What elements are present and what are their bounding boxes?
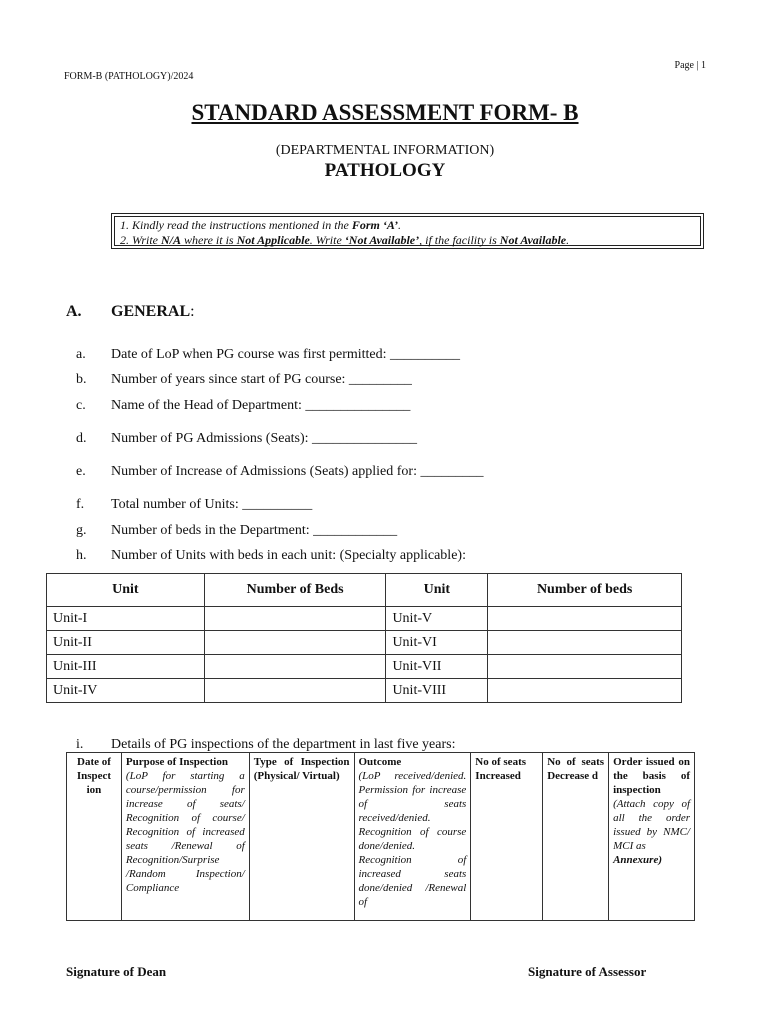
table-cell[interactable] <box>204 607 386 631</box>
table-cell: Unit-V <box>386 607 488 631</box>
table-cell: Unit-II <box>47 631 205 655</box>
table-cell[interactable] <box>488 607 682 631</box>
table-cell[interactable] <box>488 655 682 679</box>
signature-assessor: Signature of Assessor <box>528 964 647 979</box>
section-title: GENERAL: <box>111 303 195 320</box>
table-row <box>47 655 682 679</box>
column-header: Order issued on the basis of inspection (Attach copy of all the order issued by NMC/ MCI as Annexure) <box>609 753 695 921</box>
column-header: Unit <box>47 574 205 607</box>
column-header: No of seats Decrease d <box>543 753 609 921</box>
column-header: No of seats Increased <box>471 753 543 921</box>
instructions-box <box>111 213 704 249</box>
page-number: Page | 1 <box>674 60 706 71</box>
list-item-letter: i. <box>76 737 84 752</box>
units-table <box>46 573 682 703</box>
table-cell[interactable] <box>204 631 386 655</box>
section-letter: A. <box>66 303 82 320</box>
table-cell[interactable] <box>488 631 682 655</box>
table-cell: Unit-IV <box>47 679 205 703</box>
column-header: Unit <box>386 574 488 607</box>
table-cell[interactable] <box>488 679 682 703</box>
inspections-table <box>66 752 695 921</box>
inspections-label: Details of PG inspections of the department in last five years: <box>111 737 456 752</box>
column-header: Outcome (LoP received/denied. Permission for increase of seats received/denied. Recognition of course done/denied. Recognition of increased seats done/denied /Renewal of <box>354 753 471 921</box>
table-cell: Unit-I <box>47 607 205 631</box>
page-subtitle: (DEPARTMENTAL INFORMATION) <box>275 143 495 158</box>
instruction-1: 1. Kindly read the instructions mentioned in the Form ‘A’. <box>120 218 401 232</box>
table-cell[interactable] <box>204 679 386 703</box>
table-cell: Unit-VIII <box>386 679 488 703</box>
page-title: STANDARD ASSESSMENT FORM- B <box>191 100 579 125</box>
instruction-2: 2. Write N/A where it is Not Applicable. Write ‘Not Available’, if the facility is Not Available. <box>120 233 570 247</box>
form-code: FORM-B (PATHOLOGY)/2024 <box>64 71 194 82</box>
department-name: PATHOLOGY <box>324 160 446 181</box>
table-cell: Unit-III <box>47 655 205 679</box>
table-row <box>47 679 682 703</box>
column-header: Purpose of Inspection (LoP for starting a course/permission for increase of seats/ Recognition of course/ Recognition of increased seats /Renewal of Recognition/Surprise /Random Inspection/ Compliance <box>121 753 249 921</box>
column-header: Number of Beds <box>204 574 386 607</box>
table-cell[interactable] <box>204 655 386 679</box>
table-row <box>47 607 682 631</box>
column-header: Number of beds <box>488 574 682 607</box>
column-header: Date of Inspect ion <box>67 753 122 921</box>
table-row <box>47 631 682 655</box>
column-header: Type of Inspection (Physical/ Virtual) <box>249 753 354 921</box>
table-cell: Unit-VII <box>386 655 488 679</box>
table-cell: Unit-VI <box>386 631 488 655</box>
table-header-row <box>47 574 682 607</box>
signature-dean: Signature of Dean <box>66 964 167 979</box>
table-header-row <box>67 753 695 921</box>
